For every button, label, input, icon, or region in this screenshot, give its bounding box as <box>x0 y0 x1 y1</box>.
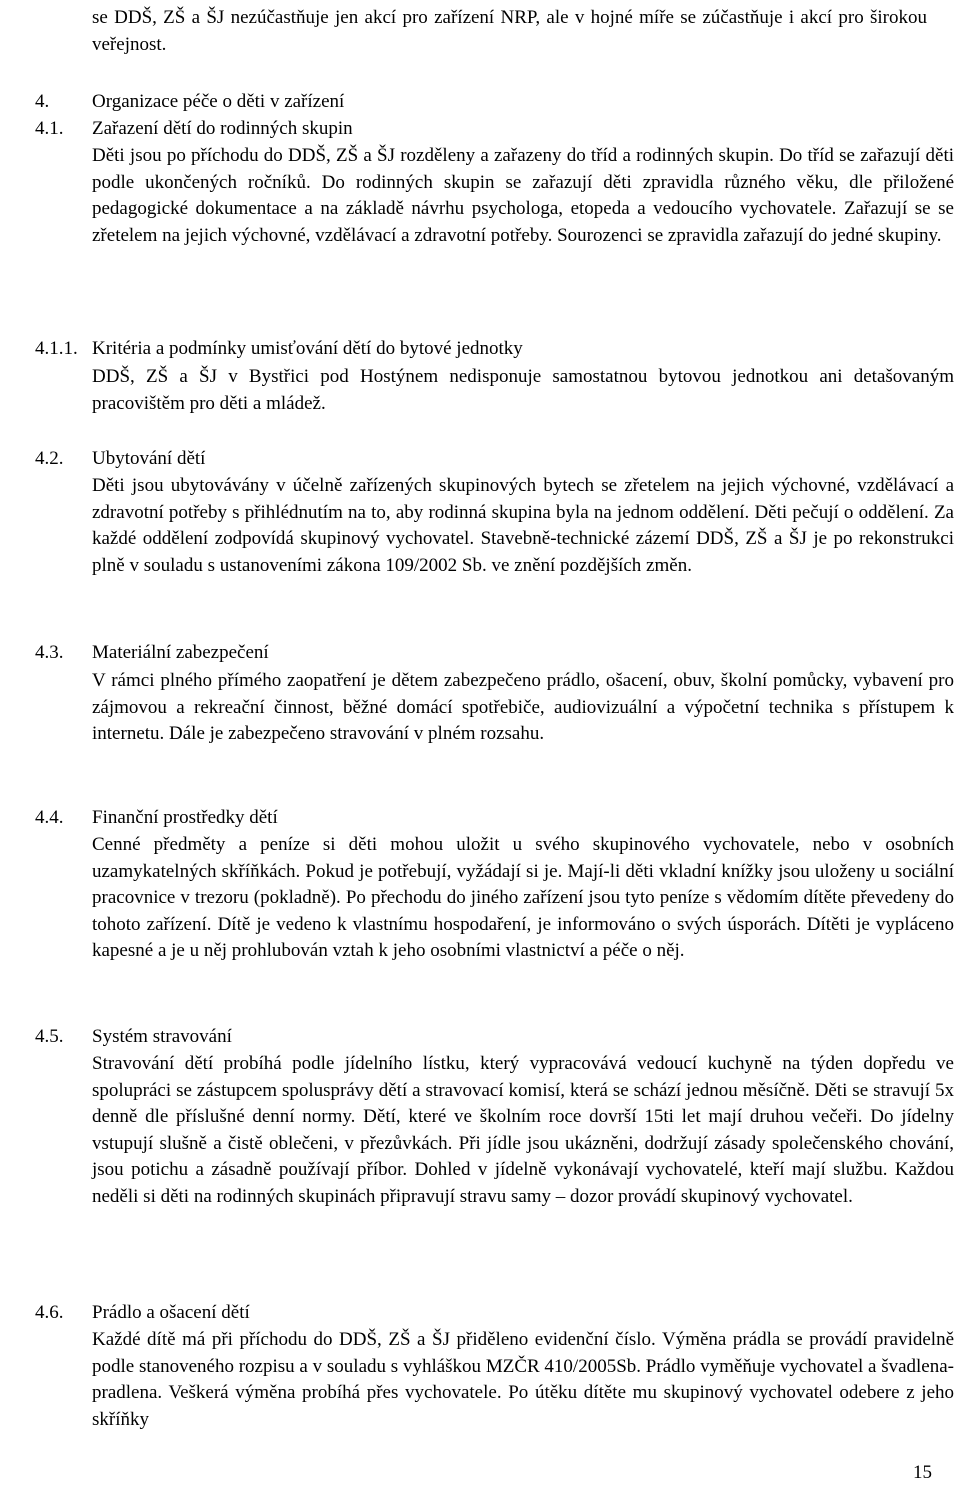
section-4-3-title: Materiální zabezpečení <box>92 642 269 663</box>
section-4-2-title: Ubytování dětí <box>92 448 206 469</box>
section-4-3-body: V rámci plného přímého zaopatření je dětem zabezpečeno prádlo, ošacení, obuv, školní pomůcky, vybavení pro zájmovou a rekreační činnost, běžné domácí spotřebiče, audiovizuální a výpočetní technika s přístupem k internetu. Dále je zabezpečeno stravování v plném rozsahu. <box>92 670 954 744</box>
intro-paragraph: se DDŠ, ZŠ a ŠJ nezúčastňuje jen akcí pro zařízení NRP, ale v hojné míře se zúčastňuje i akcí pro širokou veřejnost. <box>92 7 927 55</box>
section-4-6-number: 4.6. <box>35 1302 64 1323</box>
section-4-6-title: Prádlo a ošacení dětí <box>92 1302 250 1323</box>
section-4-1-1-title: Kritéria a podmínky umisťování dětí do bytové jednotky <box>92 338 523 359</box>
section-4-1-1-body: DDŠ, ZŠ a ŠJ v Bystřici pod Hostýnem nedisponuje samostatnou bytovou jednotkou ani detašovaným pracovištěm pro děti a mládež. <box>92 366 954 414</box>
section-4-2-body: Děti jsou ubytovávány v účelně zařízených skupinových bytech se zřetelem na jejich výchovné, vzdělávací a zdravotní potřeby s přihlédnutím na to, aby rodinná skupina byla na jednom oddělení. Děti pečují o oddělení. Za každé oddělení zodpovídá skupinový vychovatel. Stavebně-technické zázemí DDŠ, ZŠ a ŠJ je po rekonstrukci plně v souladu s ustanoveními zákona 109/2002 Sb. ve znění pozdějších změn. <box>92 475 954 576</box>
page-number: 15 <box>913 1462 932 1483</box>
section-4-4-body: Cenné předměty a peníze si děti mohou uložit u svého skupinového vychovatele, nebo v osobních uzamykatelných skříňkách. Pokud je potřebují, vyžádají si je. Mají-li děti vkladní knížky jsou uloženy u sociální pracovnice v trezoru (pokladně). Po přechodu do jiného zařízení jsou tyto peníze s vědomím dítěte převedeny do tohoto zařízení. Dítě je vedeno k vlastnímu hospodaření, je informováno o svých úsporách. Dítěti je vypláceno kapesné a je u něj prohlubován vztah k jeho osobními vlastnictví a péče o něj. <box>92 834 954 961</box>
section-4-5-title: Systém stravování <box>92 1026 232 1047</box>
section-4-number: 4. <box>35 91 50 112</box>
section-4-4-title: Finanční prostředky dětí <box>92 807 278 828</box>
section-4-1-1-number: 4.1.1. <box>35 338 78 359</box>
section-4-3-number: 4.3. <box>35 642 64 663</box>
section-4-1-title: Zařazení dětí do rodinných skupin <box>92 118 353 139</box>
section-4-5-body: Stravování dětí probíhá podle jídelního lístku, který vypracovává vedoucí kuchyně na týden dopředu ve spolupráci se zástupcem spolusprávy dětí a stravovací komisí, která se schází jednou měsíčně. Děti se stravují 5x denně dle příslušné denní normy. Dětí, které ve školním roce dovrší 15ti let mají druhou večeři. Do jídelny vstupují slušně a čistě oblečeni, v přezůvkách. Při jídle jsou ukázněni, dodržují zásady společenského chování, jsou potichu a zásadně používají příbor. Dohled v jídelně vykonávají vychovatelé, kteří mají službu. Každou neděli si děti na rodinných skupinách připravují stravu samy – dozor provádí skupinový vychovatel. <box>92 1053 954 1207</box>
section-4-4-number: 4.4. <box>35 807 64 828</box>
section-4-6-body: Každé dítě má při příchodu do DDŠ, ZŠ a ŠJ přiděleno evidenční číslo. Výměna prádla se provádí pravidelně podle stanoveného rozpisu a v souladu s vyhláškou MZČR 410/2005Sb. Prádlo vyměňuje vychovatel a švadlena-pradlena. Veškerá výměna probíhá přes vychovatele. Po útěku dítěte mu skupinový vychovatel odebere z jeho skříňky <box>92 1329 954 1430</box>
section-4-5-number: 4.5. <box>35 1026 64 1047</box>
section-4-2-number: 4.2. <box>35 448 64 469</box>
section-4-1-number: 4.1. <box>35 118 64 139</box>
section-4-1-body: Děti jsou po příchodu do DDŠ, ZŠ a ŠJ rozděleny a zařazeny do tříd a rodinných skupin. Do tříd se zařazují děti podle ukončených ročníků. Do rodinných skupin se zařazují děti zpravidla různého věku, dle přiložené pedagogické dokumentace a na základě návrhu psychologa, etopeda a vedoucího vychovatele. Zařazují se se zřetelem na jejich výchovné, vzdělávací a zdravotní potřeby. Sourozenci se zpravidla zařazují do jedné skupiny. <box>92 145 954 246</box>
section-4-title: Organizace péče o děti v zařízení <box>92 91 345 112</box>
